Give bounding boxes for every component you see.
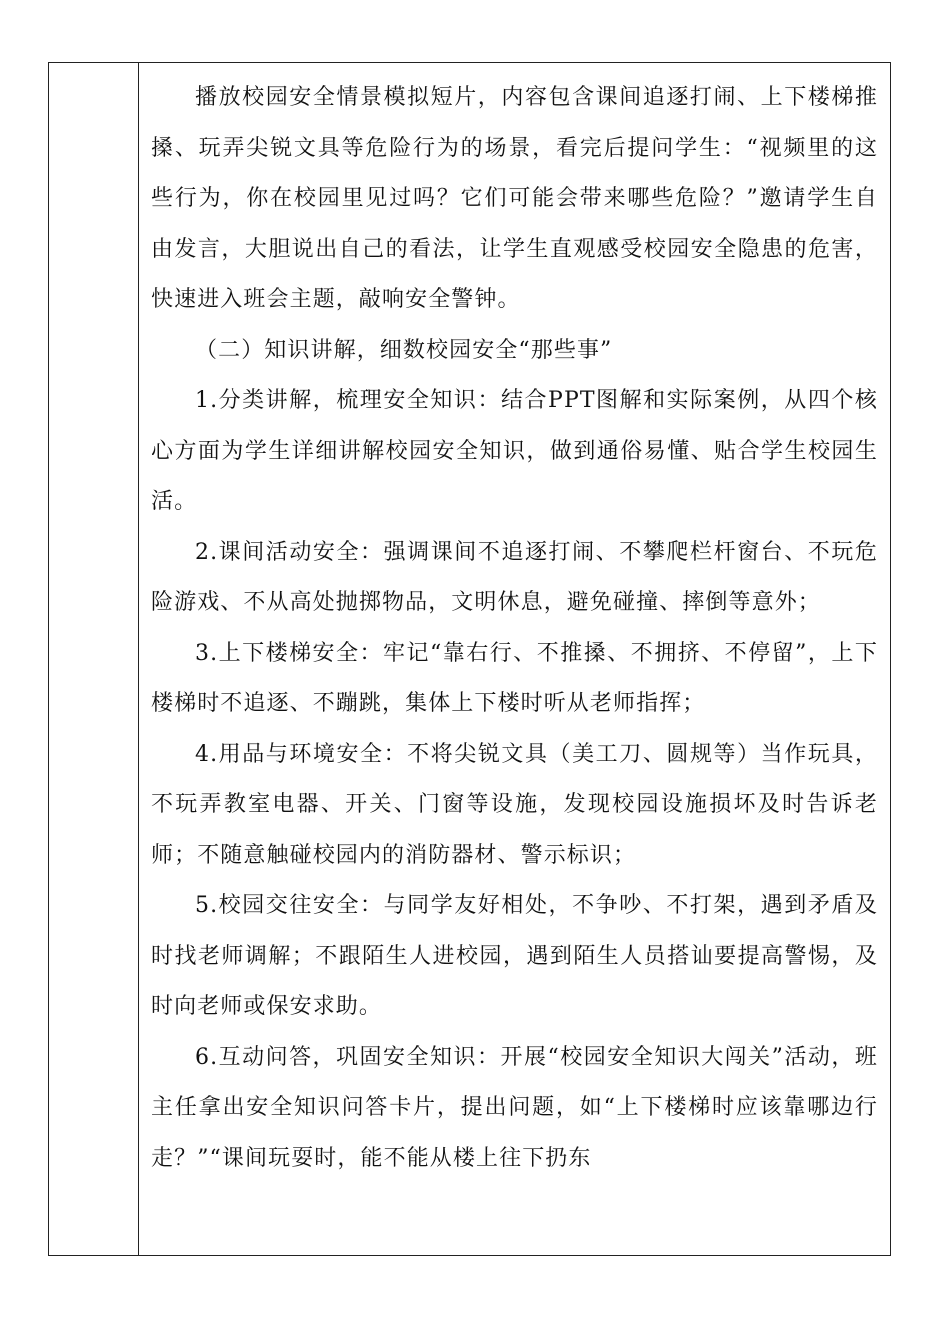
- item-2-paragraph: 2.课间活动安全：强调课间不追逐打闹、不攀爬栏杆窗台、不玩危险游戏、不从高处抛掷物品，文明休息，避免碰撞、摔倒等意外；: [151, 539, 878, 615]
- item-5-paragraph: 5.校园交往安全：与同学友好相处，不争吵、不打架，遇到矛盾及时找老师调解；不跟陌生人进校园，遇到陌生人员搭讪要提高警惕，及时向老师或保安求助。: [151, 893, 878, 1019]
- section-heading-knowledge: （二）知识讲解，细数校园安全“那些事”: [195, 337, 613, 363]
- item-6-paragraph: 6.互动问答，巩固安全知识：开展“校园安全知识大闯关”活动，班主任拿出安全知识问答卡片，提出问题，如“上下楼梯时应该靠哪边行走？”“课间玩耍时，能不能从楼上往下扔东: [151, 1044, 878, 1171]
- item-1-paragraph: 1.分类讲解，梳理安全知识：结合PPT图解和实际案例，从四个核心方面为学生详细讲解校园安全知识，做到通俗易懂、贴合学生校园生活。: [151, 388, 878, 514]
- table-left-column-cell: [49, 63, 139, 1255]
- table-content-cell: [139, 63, 890, 1255]
- intro-video-paragraph: 播放校园安全情景模拟短片，内容包含课间追逐打闹、上下楼梯推搡、玩弄尖锐文具等危险行为的场景，看完后提问学生：“视频里的这些行为，你在校园里见过吗？它们可能会带来哪些危险？”邀请学生自由发言，大胆说出自己的看法，让学生直观感受校园安全隐患的危害，快速进入班会主题，敲响安全警钟。: [151, 85, 878, 312]
- document-table: [48, 62, 891, 1256]
- item-3-paragraph: 3.上下楼梯安全：牢记“靠右行、不推搡、不拥挤、不停留”，上下楼梯时不追逐、不蹦跳，集体上下楼时听从老师指挥；: [151, 640, 878, 716]
- item-4-paragraph: 4.用品与环境安全：不将尖锐文具（美工刀、圆规等）当作玩具，不玩弄教室电器、开关、门窗等设施，发现校园设施损坏及时告诉老师；不随意触碰校园内的消防器材、警示标识；: [151, 741, 878, 868]
